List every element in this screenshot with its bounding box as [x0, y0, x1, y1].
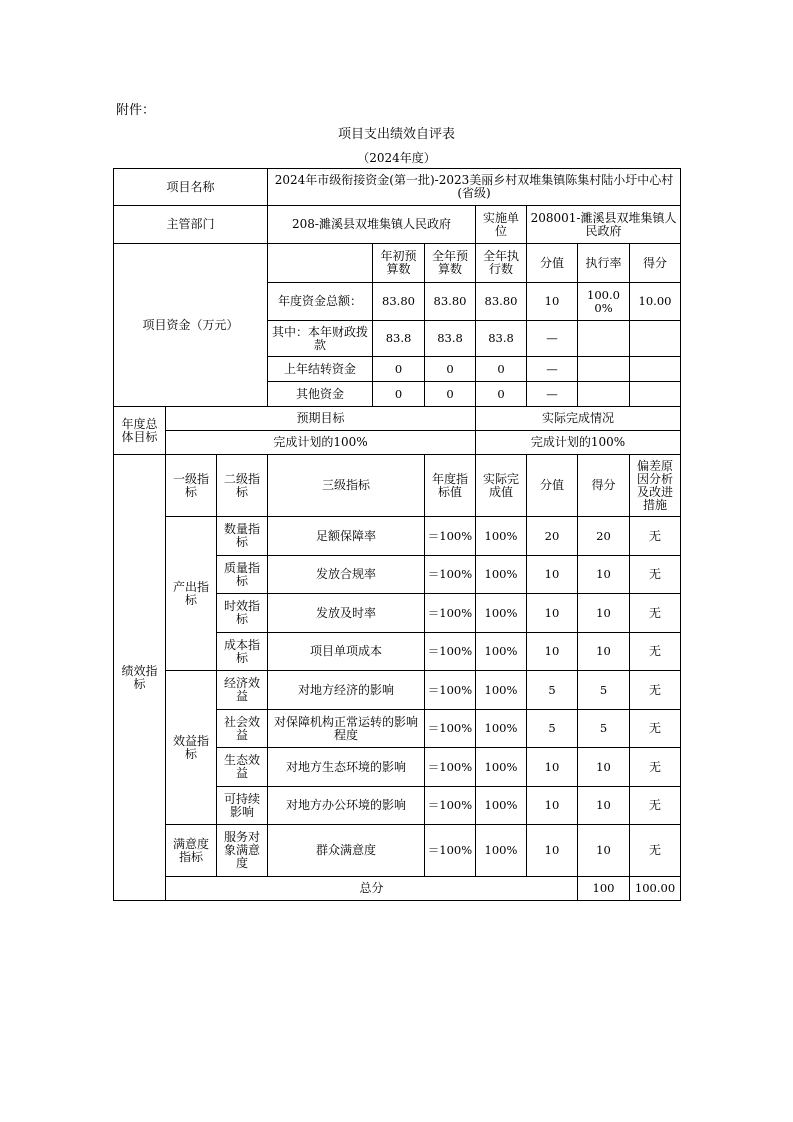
indicator-actual: 100% [476, 748, 527, 787]
funds-row-executed: 0 [476, 357, 527, 382]
funds-row-annual: 83.80 [425, 283, 476, 321]
funds-header-executed: 全年执行数 [476, 244, 527, 283]
indicator-level1: 效益指标 [166, 671, 217, 825]
indicator-level2: 可持续影响 [217, 787, 268, 825]
indicator-actual: 100% [476, 710, 527, 748]
indicator-deviation: 无 [630, 787, 681, 825]
indicator-level3: 发放及时率 [268, 594, 425, 633]
funds-row-score [630, 382, 681, 407]
indicator-level2: 时效指标 [217, 594, 268, 633]
indicator-score: 10 [578, 633, 630, 671]
indicator-level3: 对地方经济的影响 [268, 671, 425, 710]
indicator-actual: 100% [476, 825, 527, 877]
indicator-deviation: 无 [630, 594, 681, 633]
indicator-level3: 项目单项成本 [268, 633, 425, 671]
funds-row-score: 10.00 [630, 283, 681, 321]
funds-header-rate: 执行率 [578, 244, 630, 283]
indicator-level1: 满意度指标 [166, 825, 217, 877]
indicator-score: 10 [578, 594, 630, 633]
funds-row-score [630, 357, 681, 382]
indicator-target: ＝100% [425, 787, 476, 825]
indicator-points: 10 [527, 556, 578, 594]
implementing-unit-label: 实施单位 [476, 206, 527, 244]
funds-row-label: 其他资金 [268, 382, 373, 407]
funds-row-executed: 83.8 [476, 321, 527, 357]
indicator-actual: 100% [476, 594, 527, 633]
indicator-actual: 100% [476, 787, 527, 825]
indicator-target: ＝100% [425, 517, 476, 556]
funds-row-initial: 0 [373, 382, 425, 407]
indicator-header-level1: 一级指标 [166, 455, 217, 517]
indicator-points: 10 [527, 787, 578, 825]
funds-row-executed: 0 [476, 382, 527, 407]
indicator-level2: 社会效益 [217, 710, 268, 748]
indicator-level3: 群众满意度 [268, 825, 425, 877]
funds-row-score [630, 321, 681, 357]
indicator-header-level3: 三级指标 [268, 455, 425, 517]
funds-row-points: — [527, 321, 578, 357]
indicator-points: 5 [527, 671, 578, 710]
indicator-target: ＝100% [425, 748, 476, 787]
indicator-target: ＝100% [425, 594, 476, 633]
funds-row-annual: 0 [425, 382, 476, 407]
implementing-unit-value: 208001-濉溪县双堆集镇人民政府 [527, 206, 681, 244]
expected-goal-value: 完成计划的100% [166, 431, 476, 455]
indicator-level2: 生态效益 [217, 748, 268, 787]
indicator-level2: 成本指标 [217, 633, 268, 671]
indicator-target: ＝100% [425, 825, 476, 877]
indicator-target: ＝100% [425, 710, 476, 748]
funds-row-initial: 83.8 [373, 321, 425, 357]
performance-evaluation-table [113, 168, 681, 901]
total-score: 100.00 [630, 877, 681, 901]
funds-row-points: — [527, 357, 578, 382]
indicator-target: ＝100% [425, 671, 476, 710]
document-year: （2024年度） [357, 151, 436, 165]
indicator-deviation: 无 [630, 556, 681, 594]
funds-header-points: 分值 [527, 244, 578, 283]
indicator-header-points: 分值 [527, 455, 578, 517]
indicator-deviation: 无 [630, 748, 681, 787]
indicator-points: 10 [527, 825, 578, 877]
indicator-points: 10 [527, 748, 578, 787]
indicator-header-level2: 二级指标 [217, 455, 268, 517]
total-points: 100 [578, 877, 630, 901]
indicator-level2: 质量指标 [217, 556, 268, 594]
indicator-level3: 对保障机构正常运转的影响程度 [268, 710, 425, 748]
annual-goal-label: 年度总体目标 [114, 407, 166, 455]
indicator-header-target: 年度指标值 [425, 455, 476, 517]
funds-row-initial: 83.80 [373, 283, 425, 321]
indicator-score: 10 [578, 748, 630, 787]
indicator-actual: 100% [476, 556, 527, 594]
indicator-actual: 100% [476, 517, 527, 556]
indicator-points: 10 [527, 633, 578, 671]
expected-goal-header: 预期目标 [166, 407, 476, 431]
project-funds-label: 项目资金（万元） [114, 244, 268, 407]
funds-row-rate [578, 382, 630, 407]
indicator-deviation: 无 [630, 825, 681, 877]
funds-header-blank [268, 244, 373, 283]
funds-row-label: 年度资金总额： [268, 283, 373, 321]
indicator-deviation: 无 [630, 517, 681, 556]
indicator-level2: 数量指标 [217, 517, 268, 556]
indicator-deviation: 无 [630, 633, 681, 671]
project-name-label: 项目名称 [114, 169, 268, 206]
actual-completion-header: 实际完成情况 [476, 407, 681, 431]
indicator-level1: 产出指标 [166, 517, 217, 671]
indicator-target: ＝100% [425, 633, 476, 671]
indicator-actual: 100% [476, 633, 527, 671]
funds-header-initial: 年初预算数 [373, 244, 425, 283]
indicator-level3: 发放合规率 [268, 556, 425, 594]
indicator-points: 20 [527, 517, 578, 556]
document-title: 项目支出绩效自评表 [337, 127, 455, 142]
indicator-level3: 对地方生态环境的影响 [268, 748, 425, 787]
funds-row-rate: 100.00% [578, 283, 630, 321]
funds-row-rate [578, 321, 630, 357]
funds-row-annual: 83.8 [425, 321, 476, 357]
indicator-points: 5 [527, 710, 578, 748]
funds-header-annual: 全年预算数 [425, 244, 476, 283]
indicator-header-actual: 实际完成值 [476, 455, 527, 517]
indicator-score: 10 [578, 556, 630, 594]
indicator-level2: 服务对象满意度 [217, 825, 268, 877]
funds-row-points: 10 [527, 283, 578, 321]
department-label: 主管部门 [114, 206, 268, 244]
funds-row-annual: 0 [425, 357, 476, 382]
department-value: 208-濉溪县双堆集镇人民政府 [268, 206, 476, 244]
total-label: 总分 [166, 877, 578, 901]
indicator-target: ＝100% [425, 556, 476, 594]
project-name-value: 2024年市级衔接资金(第一批)-2023美丽乡村双堆集镇陈集村陆小圩中心村(省级) [268, 169, 681, 206]
funds-row-rate [578, 357, 630, 382]
funds-row-initial: 0 [373, 357, 425, 382]
funds-row-points: — [527, 382, 578, 407]
indicator-deviation: 无 [630, 671, 681, 710]
indicator-score: 5 [578, 710, 630, 748]
indicator-level3: 足额保障率 [268, 517, 425, 556]
indicator-score: 10 [578, 787, 630, 825]
funds-row-executed: 83.80 [476, 283, 527, 321]
indicator-header-score: 得分 [578, 455, 630, 517]
funds-row-label: 其中：本年财政拨款 [268, 321, 373, 357]
indicator-score: 20 [578, 517, 630, 556]
indicator-level3: 对地方办公环境的影响 [268, 787, 425, 825]
attachment-label: 附件： [116, 103, 156, 118]
indicator-actual: 100% [476, 671, 527, 710]
indicator-deviation: 无 [630, 710, 681, 748]
actual-completion-value: 完成计划的100% [476, 431, 681, 455]
indicators-label: 绩效指标 [114, 455, 166, 901]
indicator-header-deviation: 偏差原因分析及改进措施 [630, 455, 681, 517]
funds-row-label: 上年结转资金 [268, 357, 373, 382]
indicator-level2: 经济效益 [217, 671, 268, 710]
indicator-points: 10 [527, 594, 578, 633]
funds-header-score: 得分 [630, 244, 681, 283]
indicator-score: 10 [578, 825, 630, 877]
indicator-score: 5 [578, 671, 630, 710]
